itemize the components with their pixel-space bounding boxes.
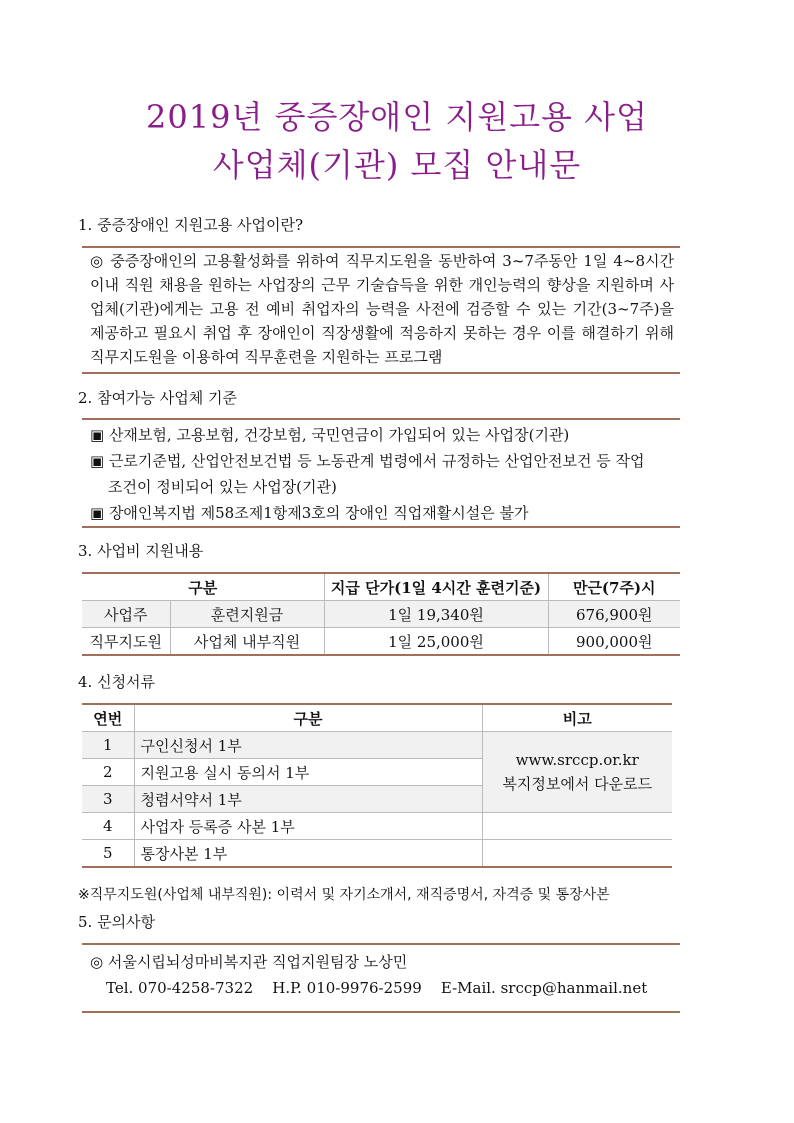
criteria-item-1: ▣ 산재보험, 고용보험, 건강보험, 국민연금이 가입되어 있는 사업장(기관) bbox=[90, 426, 570, 444]
support-header-category: 구분 bbox=[82, 573, 324, 601]
docs-name: 통장사본 1부 bbox=[134, 840, 482, 868]
docs-name: 지원고용 실시 동의서 1부 bbox=[134, 759, 482, 786]
section-2-heading: 2. 참여가능 사업체 기준 bbox=[78, 389, 238, 407]
docs-header-remark: 비고 bbox=[482, 704, 672, 732]
title-line-2: 사업체(기관) 모집 안내문 bbox=[212, 146, 582, 184]
support-cell: 1일 19,340원 bbox=[324, 601, 548, 628]
docs-remark-empty bbox=[482, 813, 672, 840]
docs-header-category: 구분 bbox=[134, 704, 482, 732]
title-line-1: 2019년 중증장애인 지원고용 사업 bbox=[146, 98, 648, 136]
contact-line-1: ◎ 서울시립뇌성마비복지관 직업지원팀장 노상민 bbox=[90, 953, 408, 971]
docs-header-number: 연번 bbox=[82, 704, 134, 732]
support-cell: 1일 25,000원 bbox=[324, 628, 548, 656]
table-row bbox=[82, 628, 680, 656]
criteria-item-2-cont: 조건이 정비되어 있는 사업장(기관) bbox=[108, 478, 337, 496]
support-cell: 직무지도원 bbox=[82, 628, 170, 656]
docs-name: 구인신청서 1부 bbox=[134, 732, 482, 759]
docs-remark-empty bbox=[482, 840, 672, 868]
support-cell: 900,000원 bbox=[548, 628, 680, 656]
documents-note: ※직무지도원(사업체 내부직원): 이력서 및 자기소개서, 재직증명서, 자격증 및 통장사본 bbox=[78, 887, 610, 903]
support-cell: 676,900원 bbox=[548, 601, 680, 628]
table-row bbox=[82, 601, 680, 628]
docs-remark-text: 복지정보에서 다운로드 bbox=[502, 775, 653, 793]
support-header-full: 만근(7주)시 bbox=[548, 573, 680, 601]
table-row bbox=[82, 732, 672, 759]
section-4-heading: 4. 신청서류 bbox=[78, 673, 156, 691]
table-row bbox=[82, 813, 672, 840]
docs-remark bbox=[482, 732, 672, 813]
docs-number: 3 bbox=[82, 786, 134, 813]
docs-number: 1 bbox=[82, 732, 134, 759]
docs-name: 청렴서약서 1부 bbox=[134, 786, 482, 813]
support-cell: 사업체 내부직원 bbox=[170, 628, 324, 656]
support-cell: 사업주 bbox=[82, 601, 170, 628]
docs-number: 4 bbox=[82, 813, 134, 840]
section-1-heading: 1. 중증장애인 지원고용 사업이란? bbox=[78, 216, 304, 234]
support-header-unit: 지급 단가(1일 4시간 훈련기준) bbox=[324, 573, 548, 601]
contact-line-2: Tel. 070-4258-7322 H.P. 010-9976-2599 E-Mail. srccp@hanmail.net bbox=[106, 979, 648, 997]
criteria-item-3: ▣ 장애인복지법 제58조제1항제3호의 장애인 직업재활시설은 불가 bbox=[90, 504, 529, 522]
support-cell: 훈련지원금 bbox=[170, 601, 324, 628]
section-1-body: ◎ 중증장애인의 고용활성화를 위하여 직무지도원을 동반하여 3~7주동안 1일 4~8시간 이내 직원 채용을 원하는 사업장의 근무 기술습득을 위한 개인능력의 향상을 지원하며 사업체(기관)에게는 고용 전 예비 취업자의 능력을 사전에 검증할 수 있는 기간(3~7주)을 제공하고 필요시 취업 후 장애인이 직장생활에 적응하지 못하는 경우 이를 해결하기 위해 직무지도원을 이용하여 직무훈련을 지원하는 프로그램 bbox=[90, 252, 674, 366]
section-2-box bbox=[82, 418, 680, 528]
table-row bbox=[82, 840, 672, 868]
criteria-item-2: ▣ 근로기준법, 산업안전보건법 등 노동관계 법령에서 규정하는 산업안전보건 등 작업 bbox=[90, 452, 645, 470]
section-1-box bbox=[82, 246, 680, 374]
section-3-heading: 3. 사업비 지원내용 bbox=[78, 542, 204, 560]
docs-number: 5 bbox=[82, 840, 134, 868]
support-table bbox=[82, 572, 680, 656]
section-5-box bbox=[82, 943, 680, 1013]
docs-number: 2 bbox=[82, 759, 134, 786]
docs-name: 사업자 등록증 사본 1부 bbox=[134, 813, 482, 840]
section-5-heading: 5. 문의사항 bbox=[78, 913, 156, 931]
documents-table bbox=[82, 703, 672, 868]
docs-remark-url: www.srccp.or.kr bbox=[515, 751, 639, 769]
